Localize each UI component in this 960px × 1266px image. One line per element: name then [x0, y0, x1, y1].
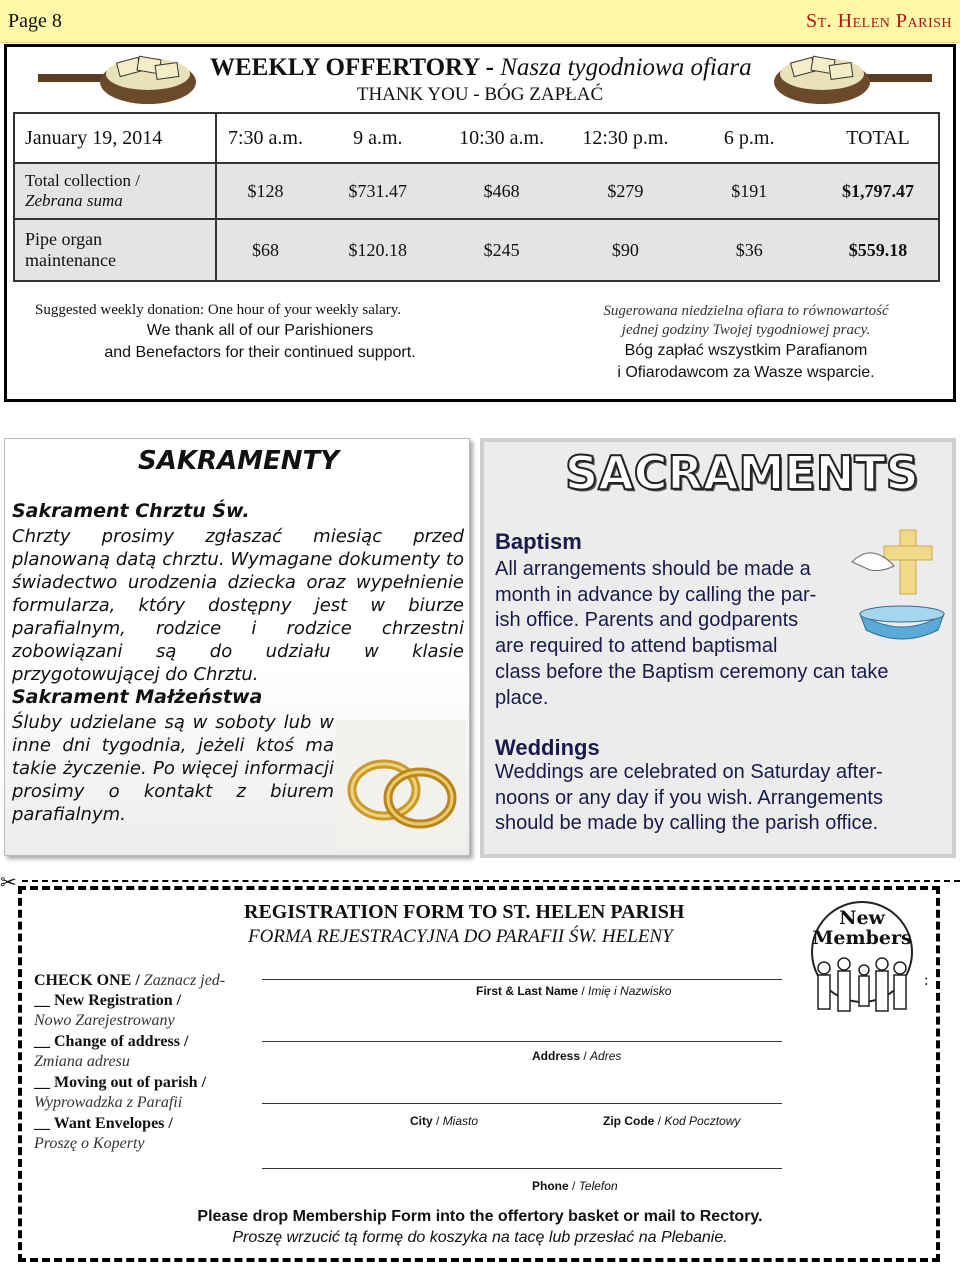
row-label-en: Total collection / — [25, 171, 140, 190]
address-label-pl: Adres — [590, 1049, 622, 1063]
weddings-text — [495, 760, 883, 837]
option-en: __ Change of address / — [34, 1033, 189, 1050]
weddings-heading: Weddings — [495, 735, 600, 760]
option-change-address[interactable] — [34, 1032, 188, 1072]
offertory-title — [210, 54, 750, 82]
table-cell: $120.18 — [348, 239, 408, 260]
thanks-pl-line: Bóg zapłać wszystkim Parafianom — [624, 342, 868, 359]
name-field-label: First & Last Name / Imię i Nazwisko — [476, 984, 672, 998]
table-cell: $128 — [247, 180, 284, 201]
table-cell: $468 — [483, 180, 520, 201]
baptism-line: are required to attend baptismal — [495, 635, 778, 658]
row-label-en: Pipe organ — [25, 229, 103, 249]
address-field[interactable] — [262, 1041, 782, 1042]
address-field-label: Address / Adres — [532, 1049, 622, 1063]
table-cell: $245 — [483, 239, 520, 260]
table-cell: $731.47 — [348, 180, 408, 201]
registration-title-en: REGISTRATION FORM TO ST. HELEN PARISH — [244, 901, 685, 923]
row-label-en-2: maintenance — [25, 250, 116, 270]
table-cell: $90 — [611, 239, 639, 260]
baptism-heading: Baptism — [495, 529, 582, 554]
column-header: 9 a.m. — [353, 126, 403, 149]
parish-name: St. Helen Parish — [805, 10, 952, 32]
check-one-en: CHECK ONE / — [34, 972, 140, 989]
table-header-row — [14, 113, 939, 163]
weddings-line: should be made by calling the parish office. — [495, 812, 879, 835]
new-members-label: New Members — [812, 907, 912, 949]
option-en: __ Moving out of parish / — [34, 1074, 207, 1091]
phone-label-pl: Telefon — [578, 1179, 618, 1193]
option-want-envelopes[interactable] — [34, 1114, 173, 1154]
thanks-pl — [556, 340, 936, 384]
column-header: TOTAL — [846, 126, 910, 149]
weddings-line: Weddings are celebrated on Saturday after- — [495, 761, 883, 783]
baptism-line: All arrangements should be made a — [495, 558, 811, 580]
sacraments-title: SACRAMENTS — [565, 446, 919, 500]
table-row — [14, 163, 939, 219]
total-cell: $559.18 — [848, 239, 908, 260]
baptism-line: class before the Baptism ceremony can take — [495, 660, 889, 683]
option-en: __ Want Envelopes / — [34, 1115, 173, 1132]
thanks-en — [70, 320, 450, 364]
name-field[interactable] — [262, 979, 782, 980]
table-cell: $36 — [735, 239, 763, 260]
suggested-donation-pl — [556, 302, 936, 340]
row-values — [216, 219, 939, 281]
option-pl: Nowo Zarejestrowany — [34, 1012, 175, 1029]
total-cell: $1,797.47 — [841, 180, 914, 201]
drop-instruction-en: Please drop Membership Form into the offertory basket or mail to Rectory. — [197, 1208, 763, 1225]
column-header: 10:30 a.m. — [459, 126, 545, 149]
city-field-label: City / Miasto — [410, 1114, 479, 1128]
row-label-pl: Zebrana suma — [25, 191, 123, 210]
thanks-en-line: We thank all of our Parishioners — [146, 322, 374, 339]
malzenstwo-text: Śluby udzielane są w soboty lub w inne dni tygodnia, jeżeli ktoś ma takie życzenie. Po więcej informacji prosimy o kontakt z biurem parafialnym. — [12, 712, 334, 825]
table-cell: $279 — [607, 180, 644, 201]
page-number: Page 8 — [8, 10, 62, 32]
registration-title-pl: FORMA REJESTRACYJNA DO PARAFII ŚW. HELENY — [248, 926, 673, 947]
option-en: __ New Registration / — [34, 992, 182, 1009]
option-pl: Wyprowadzka z Parafii — [34, 1094, 183, 1111]
malzenstwo-heading: Sakrament Małżeństwa — [12, 686, 263, 708]
table-cell: $191 — [731, 180, 768, 201]
column-header: 12:30 p.m. — [582, 126, 669, 149]
drop-instruction-pl: Proszę wrzucić tą formę do koszyka na tacę lub przesłać na Plebanie. — [232, 1229, 728, 1246]
wedding-rings-image — [336, 720, 466, 850]
offertory-title-en: WEEKLY OFFERTORY - — [210, 54, 501, 81]
address-label: Address — [532, 1049, 581, 1063]
check-one-pl: Zaznacz jed- — [143, 972, 226, 989]
name-label: First & Last Name — [476, 984, 579, 998]
baptism-text — [495, 557, 889, 711]
name-label-pl: Imię i Nazwisko — [588, 984, 672, 998]
suggested-pl-line: jednej godziny Twojej tygodniowej pracy. — [621, 322, 871, 338]
phone-field-label: Phone / Telefon — [532, 1179, 618, 1193]
cut-line — [22, 880, 960, 882]
thanks-pl-line: i Ofiarodawcom za Wasze wsparcie. — [617, 364, 875, 381]
suggested-donation-en: Suggested weekly donation: One hour of your weekly salary. — [35, 302, 402, 318]
row-label — [14, 219, 216, 281]
weddings-line: noons or any day if you wish. Arrangements — [495, 786, 883, 809]
phone-label: Phone — [532, 1179, 569, 1193]
suggested-pl-line: Sugerowana niedzielna ofiara to równowartość — [603, 303, 889, 319]
thanks-en-line: and Benefactors for their continued support. — [104, 344, 416, 361]
baptism-line: ish office. Parents and godparents — [495, 609, 799, 632]
colon-mark: : — [924, 972, 929, 989]
option-moving-out[interactable] — [34, 1073, 206, 1113]
chrzest-text: Chrzty prosimy zgłaszać miesiąc przed planowaną datą chrztu. Wymagane dokumenty to świadectwo urodzenia dziecka oraz wypełnienie formularza, który dostępny jest w biurze parafialnym, rodzice i rodzice chrzestni zobowiązani są do udziału w klasie przygotowującej do Chrztu. — [12, 526, 464, 685]
baptism-line: month in advance by calling the par- — [495, 583, 817, 606]
offertory-title-pl: Nasza tygodniowa ofiara — [500, 54, 752, 81]
city-zip-field[interactable] — [262, 1103, 782, 1104]
row-label — [14, 163, 216, 219]
option-new-registration[interactable] — [34, 991, 181, 1031]
table-cell: $68 — [252, 239, 279, 260]
row-values — [216, 163, 939, 219]
table-row — [14, 219, 939, 281]
chrzest-heading: Sakrament Chrztu Św. — [12, 500, 250, 522]
offertory-table — [13, 112, 940, 282]
scissors-icon: ✂ — [0, 872, 17, 894]
phone-field[interactable] — [262, 1168, 782, 1169]
column-header: 6 p.m. — [723, 126, 775, 149]
zip-field-label: Zip Code / Kod Pocztowy — [603, 1114, 741, 1128]
collection-basket-image — [772, 46, 932, 112]
table-header-cells — [216, 113, 939, 163]
zip-label-pl: Kod Pocztowy — [664, 1114, 741, 1128]
offertory-subtitle: THANK YOU - BÓG ZAPŁAĆ — [356, 84, 604, 105]
offertory-date: January 19, 2014 — [14, 113, 216, 163]
collection-basket-image — [38, 46, 198, 112]
zip-label: Zip Code — [603, 1114, 655, 1128]
baptism-line: place. — [495, 686, 549, 709]
sakramenty-title: SAKRAMENTY — [138, 446, 340, 476]
city-label: City — [410, 1114, 433, 1128]
option-pl: Zmiana adresu — [34, 1053, 130, 1070]
check-one-label — [34, 971, 225, 991]
column-header: 7:30 a.m. — [228, 126, 303, 149]
city-label-pl: Miasto — [442, 1114, 479, 1128]
option-pl: Proszę o Koperty — [34, 1135, 145, 1152]
